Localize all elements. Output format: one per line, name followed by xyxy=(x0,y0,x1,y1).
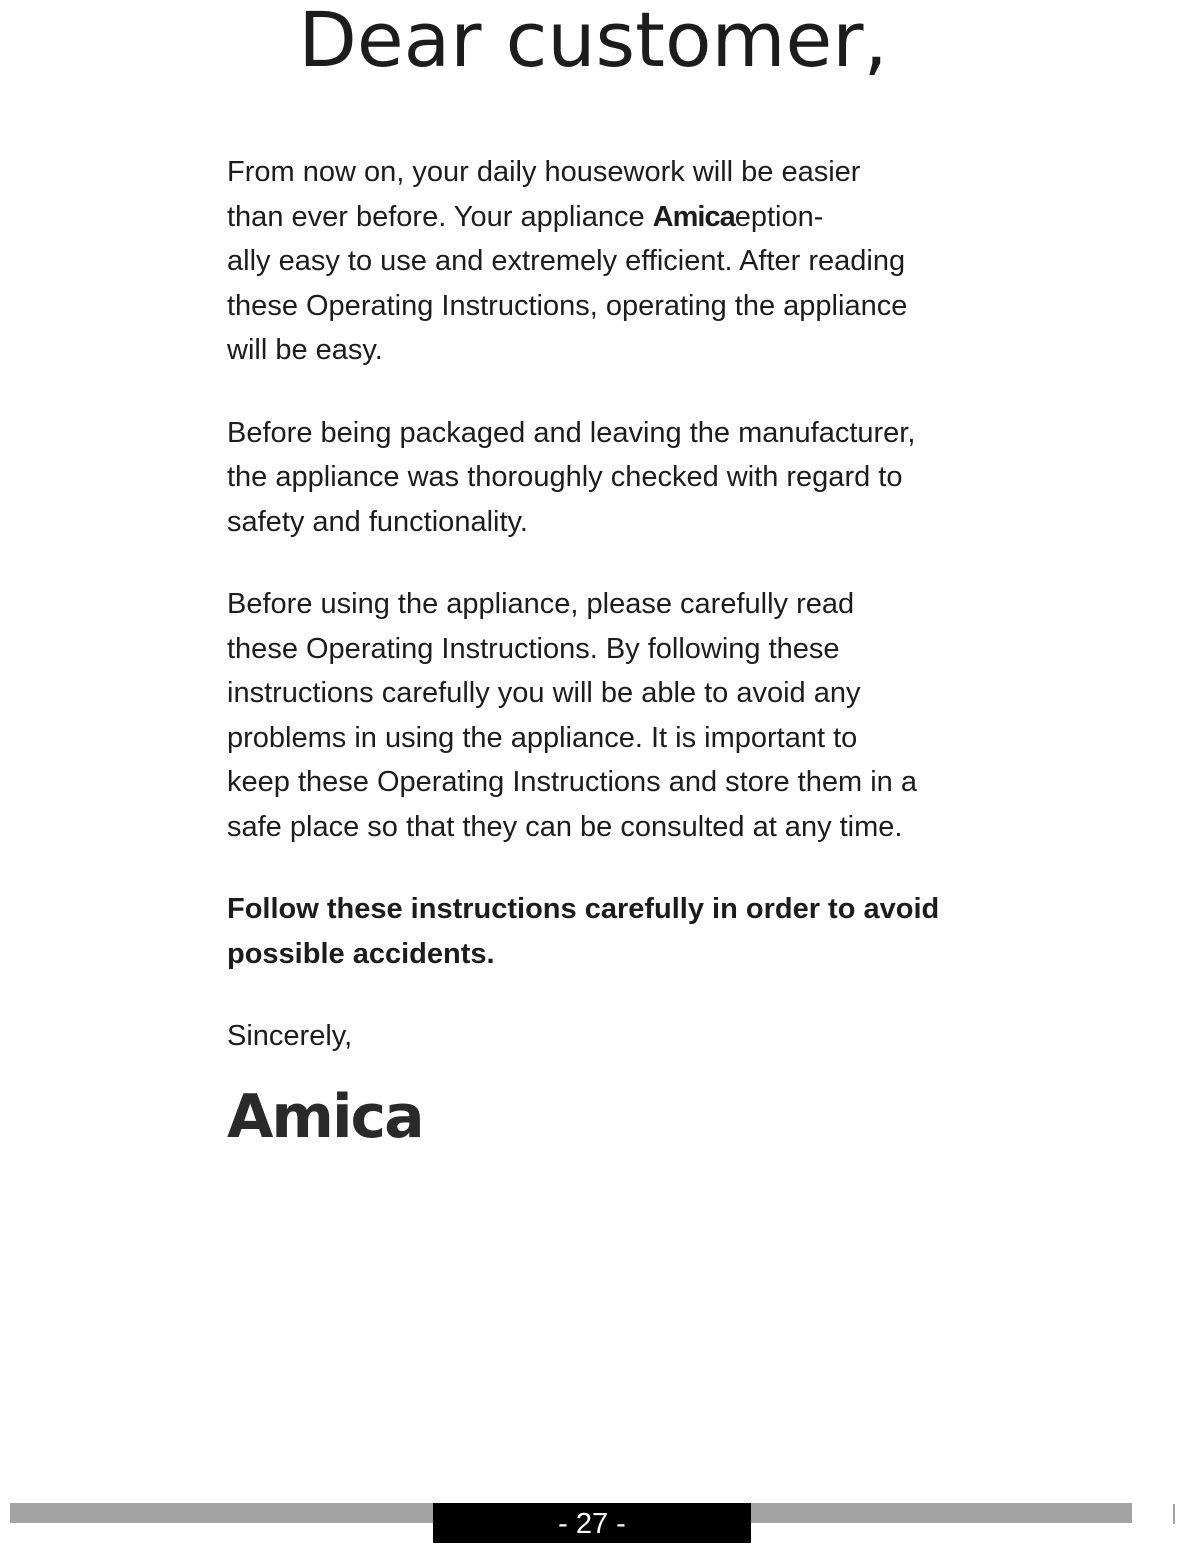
paragraph-read-instructions xyxy=(227,582,987,849)
footer-tick xyxy=(1173,1504,1175,1524)
text-line: these Operating Instructions, operating the appliance xyxy=(227,289,908,322)
text-line: instructions carefully you will be able to avoid any xyxy=(227,677,861,709)
text-line: Before being packaged and leaving the manufacturer, xyxy=(227,416,916,449)
paragraph-checked xyxy=(227,411,987,545)
text-line: Before using the appliance, please carefully read xyxy=(227,588,855,620)
text-line: these Operating Instructions. By following these xyxy=(227,632,840,665)
text-segment: than ever before. Your appliance xyxy=(227,200,653,233)
letter-body xyxy=(227,150,987,1059)
text-line: ally easy to use and extremely efficient. After reading xyxy=(227,245,906,277)
text-line: the appliance was thoroughly checked with regard to xyxy=(227,461,903,493)
text-segment: eption- xyxy=(734,200,824,233)
page-number: - 27 - xyxy=(433,1503,751,1543)
text-line: safe place so that they can be consulted at any time. xyxy=(227,810,903,843)
text-line: will be easy. xyxy=(227,334,383,366)
text-line xyxy=(227,195,987,240)
text-line: problems in using the appliance. It is important to xyxy=(227,721,858,754)
brand-logo: Amica xyxy=(227,1082,423,1152)
paragraph-intro xyxy=(227,150,987,373)
text-line: From now on, your daily housework will be easier xyxy=(227,156,861,188)
text-line: keep these Operating Instructions and store them in a xyxy=(227,766,917,798)
text-line: Follow these instructions carefully in order to avoid xyxy=(227,893,940,925)
text-line: safety and functionality. xyxy=(227,505,528,538)
paragraph-warning xyxy=(227,887,987,976)
text-line: possible accidents. xyxy=(227,937,495,970)
closing-salutation: Sincerely, xyxy=(227,1020,353,1052)
inline-brand-logo: Amica xyxy=(652,200,735,233)
page-title: Dear customer, xyxy=(298,0,888,84)
